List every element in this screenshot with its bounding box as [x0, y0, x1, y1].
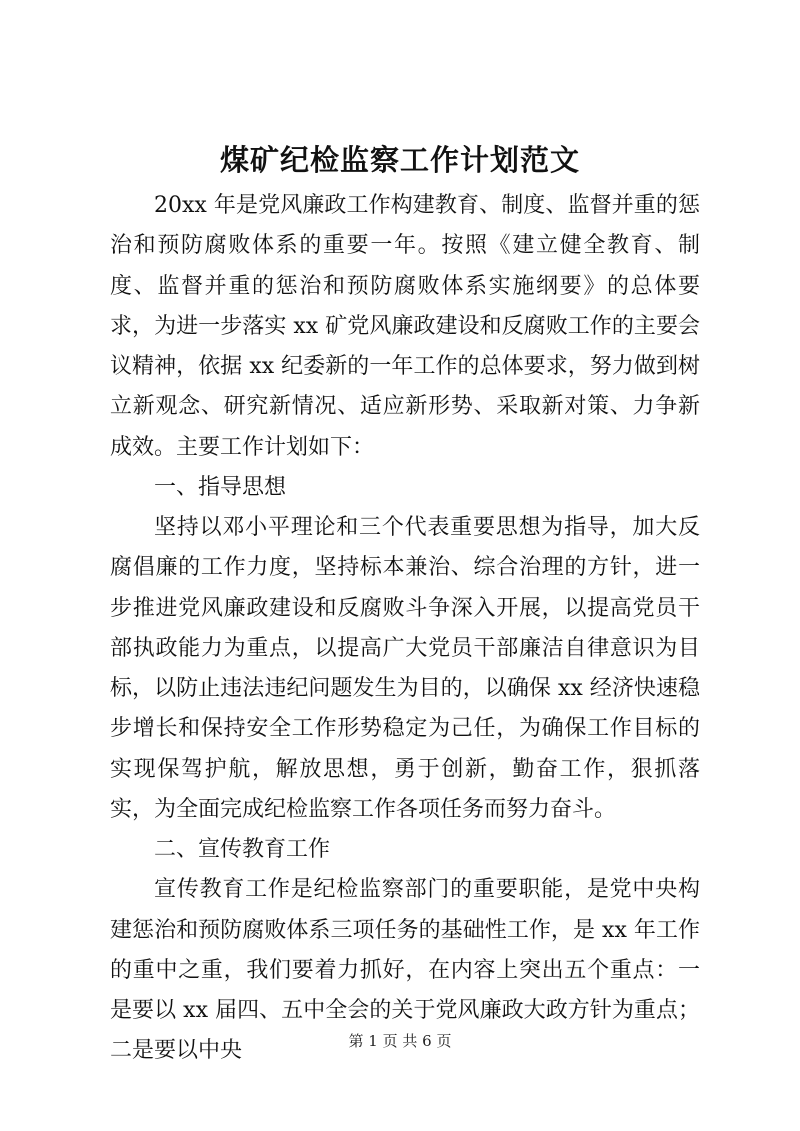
- document-body: [110, 186, 700, 1072]
- paragraph-intro: 20xx 年是党风廉政工作构建教育、制度、监督并重的惩治和预防腐败体系的重要一年。按照《建立健全教育、制度、监督并重的惩治和预防腐败体系实施纲要》的总体要求，为进一步落实 xx 矿党风廉政建设和反腐败工作的主要会议精神，依据 xx 纪委新的一年工作的总体要求，努力做到树立新观念、研究新情况、适应新形势、采取新对策、力争新成效。主要工作计划如下：: [110, 193, 700, 460]
- document-title: 煤矿纪检监察工作计划范文: [219, 143, 580, 177]
- paragraph-publicity-education: 宣传教育工作是纪检监察部门的重要职能，是党中央构建惩治和预防腐败体系三项任务的基础性工作，是 xx 年工作的重中之重，我们要着力抓好，在内容上突出五个重点：一是要以 xx 届四、五中全会的关于党风廉政大政方针为重点；二是要以中央: [110, 877, 700, 1064]
- paragraph-guiding-ideology: 坚持以邓小平理论和三个代表重要思想为指导，加大反腐倡廉的工作力度，坚持标本兼治、综合治理的方针，进一步推进党风廉政建设和反腐败斗争深入开展，以提高党员干部执政能力为重点，以提高广大党员干部廉洁自律意识为目标，以防止违法违纪问题发生为目的，以确保 xx 经济快速稳步增长和保持安全工作形势稳定为己任，为确保工作目标的实现保驾护航，解放思想，勇于创新，勤奋工作，狠抓落实，为全面完成纪检监察工作各项任务而努力奋斗。: [110, 515, 700, 822]
- page-number-footer: 第 1 页 共 6 页: [348, 1032, 452, 1050]
- section-heading-guiding-ideology: 一、指导思想: [154, 474, 287, 500]
- section-heading-publicity-education: 二、宣传教育工作: [154, 837, 331, 862]
